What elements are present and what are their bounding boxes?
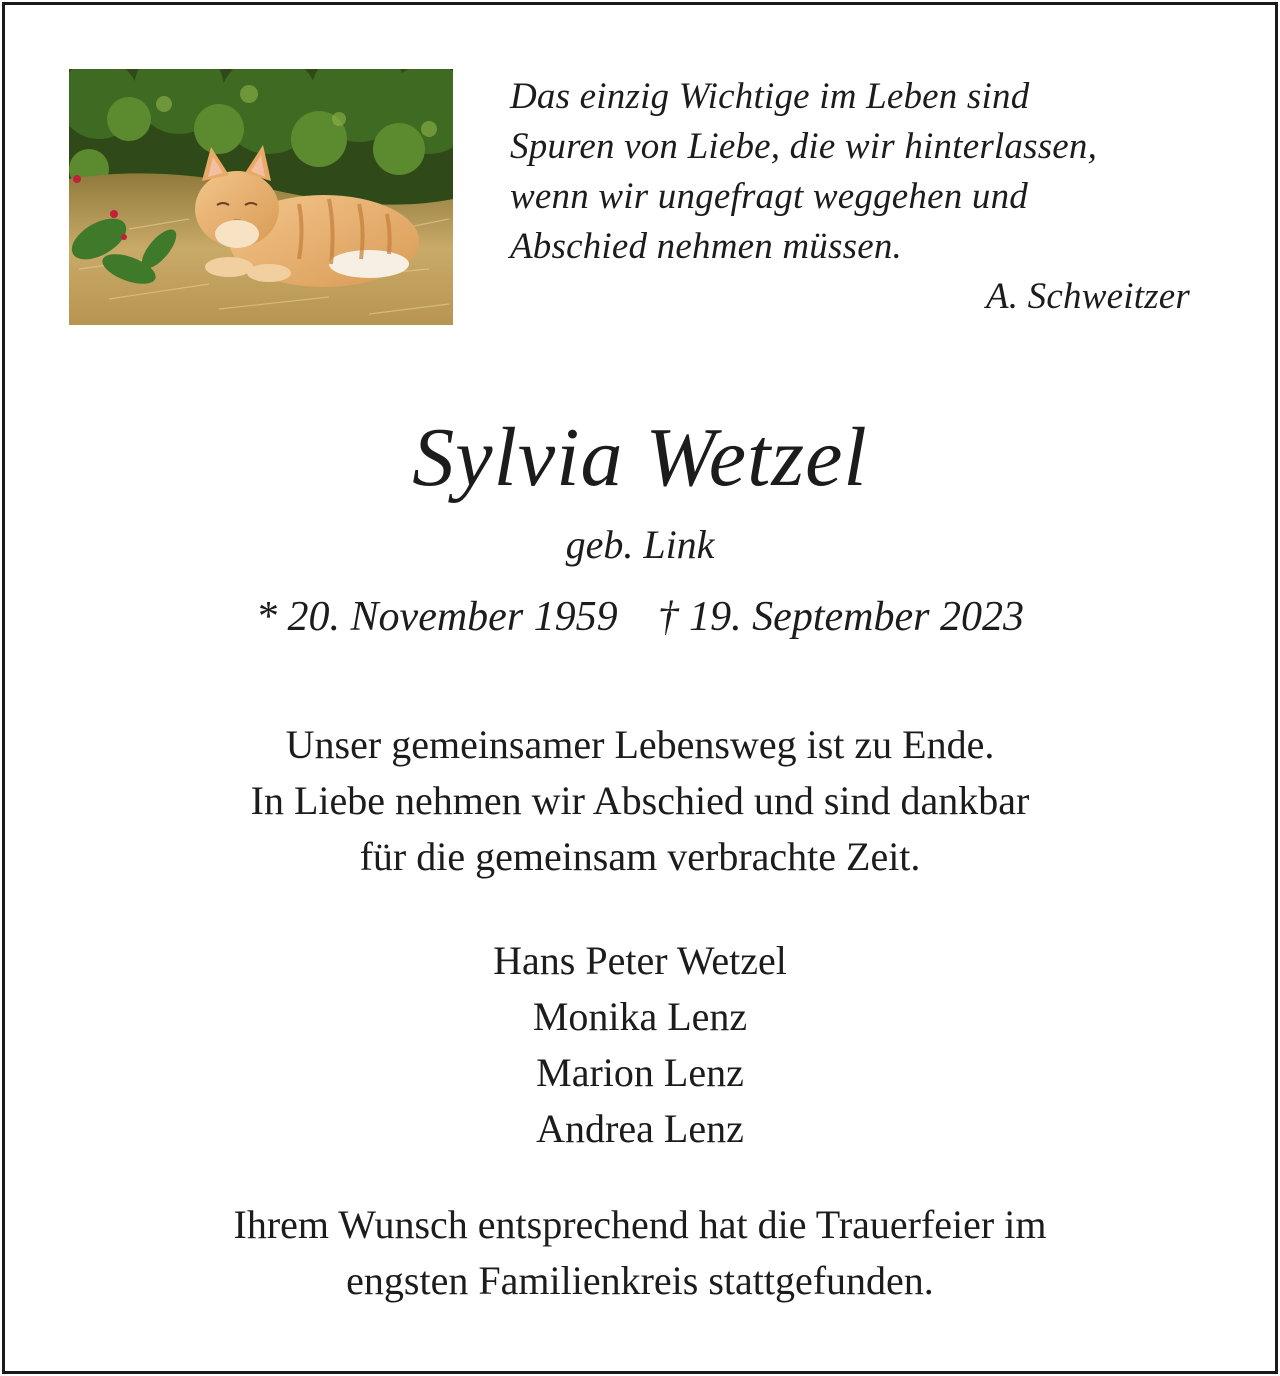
mourners-list bbox=[0, 933, 1280, 1157]
life-dates bbox=[0, 590, 1280, 644]
quote-block bbox=[510, 72, 1200, 322]
quote-author: A. Schweitzer bbox=[985, 276, 1190, 317]
farewell-message bbox=[0, 717, 1280, 885]
quote-line: Spuren von Liebe, die wir hinterlassen, bbox=[510, 126, 1098, 167]
mourner-name: Andrea Lenz bbox=[536, 1106, 744, 1151]
mourner-name: Monika Lenz bbox=[532, 994, 748, 1039]
quote-line: Das einzig Wichtige im Leben sind bbox=[510, 76, 1030, 117]
closing-note bbox=[0, 1197, 1280, 1309]
mourner-name: Hans Peter Wetzel bbox=[493, 938, 787, 983]
message-line: Unser gemeinsamer Lebensweg ist zu Ende. bbox=[285, 722, 995, 767]
message-line: In Liebe nehmen wir Abschied und sind dankbar bbox=[250, 778, 1030, 823]
maiden-name: geb. Link bbox=[565, 522, 715, 567]
quote-line: Abschied nehmen müssen. bbox=[510, 226, 902, 267]
quote-line: wenn wir ungefragt weggehen und bbox=[510, 176, 1028, 217]
message-line: für die gemeinsam verbrachte Zeit. bbox=[359, 834, 921, 879]
birth-date: * 20. November 1959 bbox=[256, 594, 618, 640]
death-date: † 19. September 2023 bbox=[657, 594, 1024, 640]
closing-line: Ihrem Wunsch entsprechend hat die Trauerfeier im bbox=[233, 1202, 1047, 1247]
mourner-name: Marion Lenz bbox=[536, 1050, 744, 1095]
cat-photo bbox=[69, 69, 453, 325]
deceased-name: Sylvia Wetzel bbox=[412, 411, 868, 504]
cat-photo-icon bbox=[69, 69, 453, 325]
closing-line: engsten Familienkreis stattgefunden. bbox=[346, 1258, 934, 1303]
